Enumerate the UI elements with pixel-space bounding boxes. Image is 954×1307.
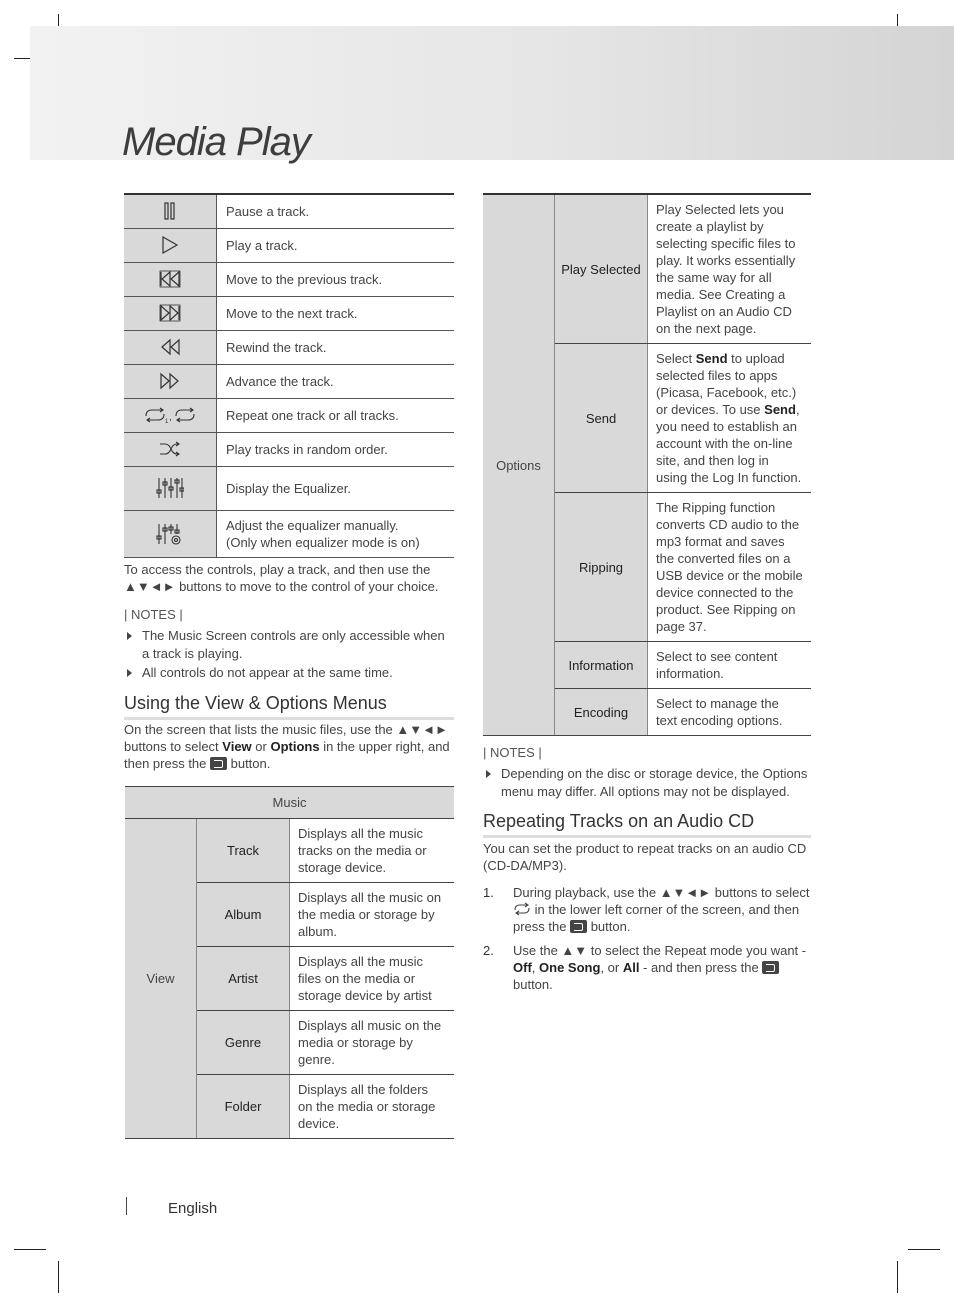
step-number: 2. (483, 943, 494, 958)
row-key: Genre (197, 1011, 290, 1075)
crop-mark (897, 1261, 898, 1293)
svg-text:1: 1 (165, 419, 169, 424)
row-value: Displays all the music files on the media or storage device by artist (290, 947, 455, 1011)
table-row (124, 466, 454, 510)
table-row (483, 194, 811, 344)
row-key: Play Selected (555, 194, 648, 344)
previous-track-icon (124, 262, 217, 296)
intro-text: On the screen that lists the music files, use the ▲▼◄► buttons to select (124, 722, 448, 754)
step-text-part: - and then press the (639, 960, 763, 975)
notes-heading: | NOTES | (483, 745, 542, 760)
row-key: Album (197, 883, 290, 947)
row-value (648, 344, 812, 493)
page-title: Media Play (122, 120, 310, 164)
mode-one-song: One Song (539, 960, 601, 975)
notes-heading: | NOTES | (124, 607, 183, 622)
step-text-part: , or (600, 960, 623, 975)
value-text: to upload selected files to apps (Picasa, Facebook, etc.) or devices. To use (656, 351, 797, 417)
step-text (513, 942, 811, 993)
control-description: Display the Equalizer. (217, 466, 455, 510)
crop-mark (58, 1261, 59, 1293)
table-row (125, 819, 454, 883)
section-heading-repeat: Repeating Tracks on an Audio CD (483, 811, 811, 838)
view-group-label: View (125, 819, 197, 1139)
equalizer-settings-icon (124, 510, 217, 557)
step-text-part: button. (513, 977, 553, 992)
control-description (217, 510, 455, 557)
row-value: Displays all the folders on the media or storage device. (290, 1075, 455, 1139)
control-description: Advance the track. (217, 364, 455, 398)
send-label: Send (764, 402, 796, 417)
intro-text: or (251, 739, 271, 754)
repeat-intro: You can set the product to repeat tracks on an audio CD (CD-DA/MP3). (483, 841, 807, 873)
enter-button-icon (762, 961, 779, 974)
intro-text: button. (227, 756, 271, 771)
row-key: Ripping (555, 493, 648, 642)
equalizer-icon (124, 466, 217, 510)
note-item: Depending on the disc or storage device, the Options menu may differ. All options may not be displayed. (483, 765, 813, 801)
enter-button-icon (210, 757, 227, 770)
mode-all: All (622, 960, 640, 975)
repeat-icon (513, 902, 531, 916)
controls-table (124, 193, 454, 558)
svg-text:,: , (169, 412, 172, 423)
control-description: Play a track. (217, 228, 455, 262)
step-text-part: in the lower left corner of the screen, and then press the (513, 902, 800, 934)
footer-language: English (168, 1200, 218, 1217)
music-table-header: Music (125, 787, 454, 819)
row-key: Folder (197, 1075, 290, 1139)
step-text (513, 884, 811, 935)
table-row (124, 398, 454, 432)
crop-mark (908, 1249, 940, 1250)
options-label: Options (270, 739, 320, 754)
fast-forward-icon (124, 364, 217, 398)
shuffle-icon (124, 432, 217, 466)
control-description-line: (Only when equalizer mode is on) (226, 534, 420, 550)
control-description-line: Adjust the equalizer manually. (226, 517, 399, 533)
step-text-part: , (531, 960, 540, 975)
intro-text: in the upper right, and then press the (124, 739, 450, 771)
step-number: 1. (483, 885, 494, 900)
table-row (124, 330, 454, 364)
value-text: Select (656, 351, 696, 366)
step-text-part: Use the ▲▼ to select the Repeat mode you want - (513, 943, 807, 958)
note-item: All controls do not appear at the same time. (124, 664, 454, 682)
view-options-intro (124, 721, 456, 772)
row-value: Select to manage the text encoding options. (648, 689, 812, 736)
options-table (483, 193, 811, 736)
row-value: The Ripping function converts CD audio to the mp3 format and saves the converted files on a USB device or the mobile device connected to the product. See Ripping on page 37. (648, 493, 812, 642)
repeat-icon (124, 398, 217, 432)
section-heading-view-options: Using the View & Options Menus (124, 693, 454, 720)
row-value: Select to see content information. (648, 642, 812, 689)
note-item: The Music Screen controls are only accessible when a track is playing. (124, 627, 454, 663)
music-view-table (125, 786, 454, 1139)
table-row (124, 296, 454, 330)
view-label: View (222, 739, 252, 754)
row-key: Track (197, 819, 290, 883)
table-row (124, 432, 454, 466)
next-track-icon (124, 296, 217, 330)
options-group-label: Options (483, 194, 555, 736)
table-row (124, 228, 454, 262)
row-value: Displays all the music on the media or storage by album. (290, 883, 455, 947)
table-row (124, 262, 454, 296)
rewind-icon (124, 330, 217, 364)
row-key: Information (555, 642, 648, 689)
crop-mark (14, 1249, 46, 1250)
table-row (124, 194, 454, 228)
step-2 (483, 942, 811, 993)
pause-icon (124, 194, 217, 228)
row-key: Encoding (555, 689, 648, 736)
play-icon (124, 228, 217, 262)
row-value: Play Selected lets you create a playlist by selecting specific files to play. It works essentially the same way for all media. See Creating a Playlist on an Audio CD on the next page. (648, 194, 812, 344)
step-text-part: During playback, use the ▲▼◄► buttons to select (513, 885, 810, 900)
footer-divider (126, 1197, 127, 1215)
value-text: , you need to establish an account with the on-line site, and then log in using the Log In function. (656, 402, 802, 485)
row-value: Displays all music on the media or storage by genre. (290, 1011, 455, 1075)
control-description: Pause a track. (217, 194, 455, 228)
step-text-part: button. (587, 919, 631, 934)
row-value: Displays all the music tracks on the media or storage device. (290, 819, 455, 883)
control-description: Move to the next track. (217, 296, 455, 330)
mode-off: Off (513, 960, 532, 975)
enter-button-icon (570, 920, 587, 933)
control-description: Rewind the track. (217, 330, 455, 364)
control-description: Repeat one track or all tracks. (217, 398, 455, 432)
table-header-row (125, 787, 454, 819)
step-1 (483, 884, 811, 935)
send-label: Send (695, 351, 728, 366)
table-row (124, 364, 454, 398)
row-key: Artist (197, 947, 290, 1011)
row-key: Send (555, 344, 648, 493)
access-instructions: To access the controls, play a track, and then use the ▲▼◄► buttons to move to the control of your choice. (124, 562, 439, 594)
control-description: Play tracks in random order. (217, 432, 455, 466)
table-row (124, 510, 454, 557)
control-description: Move to the previous track. (217, 262, 455, 296)
